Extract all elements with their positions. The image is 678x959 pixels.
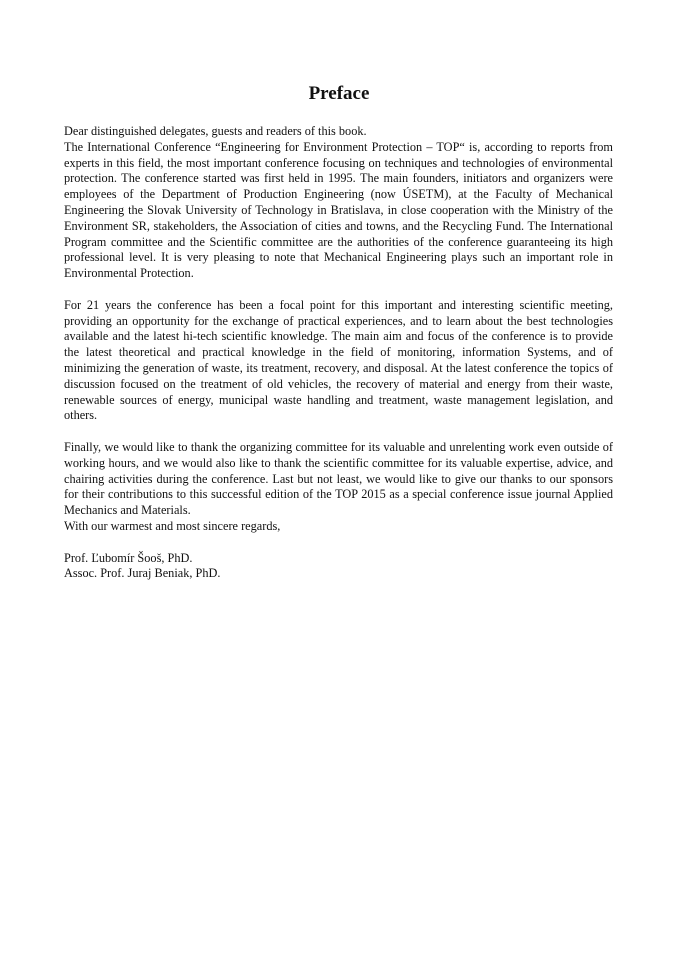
signatory-name: Assoc. Prof. Juraj Beniak, PhD. [64,566,221,581]
signatory-name: Prof. Ľubomír Šooš, PhD. [64,550,193,565]
paragraph-3: Finally, we would like to thank the organizing committee for its valuable and unrelenting work even outside of working hours, and we would also like to thank the scientific committee for its valuable expertise, advice, and chairing activities during the conference. Last but not least, we would like to give our thanks to our sponsors for their contributions to this successful edition of the TOP 2015 as a special conference issue journal Applied Mechanics and Materials. [64,439,613,518]
paragraph-spacer [64,424,613,440]
paragraph-2: For 21 years the conference has been a focal point for this important and interesting scientific meeting, providing an opportunity for the exchange of practical experiences, and to learn about the best technologies available and the latest hi-tech scientific knowledge. The main aim and focus of the conference is to provide the latest theoretical and practical knowledge in the field of monitoring, information Systems, and of minimizing the generation of waste, its treatment, recovery, and disposal. At the latest conference the topics of discussion focused on the treatment of old vehicles, the recovery of material and energy from their waste, renewable sources of energy, municipal waste handling and treatment, waste management legislation, and others. [64,297,613,423]
paragraph-spacer [64,282,613,298]
paragraph-1: The International Conference “Engineering for Environment Protection – TOP“ is, according to reports from experts in this field, the most important conference focusing on techniques and technologies of environmental protection. The conference started was first held in 1995. The main founders, initiators and organizers were employees of the Department of Production Engineering (now ÚSETM), at the Faculty of Mechanical Engineering the Slovak University of Technology in Bratislava, in close cooperation with the Ministry of the Environment SR, stakeholders, the Association of cities and towns, and the Recycling Fund. The International Program committee and the Scientific committee are the authorities of the conference guaranteeing its high professional level. It is very pleasing to note that Mechanical Engineering plays such an important role in Environmental Protection. [64,139,613,281]
page-title: Preface [308,83,370,104]
greeting-line: Dear distinguished delegates, guests and readers of this book. [64,124,367,138]
signature-spacer [64,535,613,551]
closing-line: With our warmest and most sincere regards, [64,518,281,533]
preface-body [64,124,613,582]
